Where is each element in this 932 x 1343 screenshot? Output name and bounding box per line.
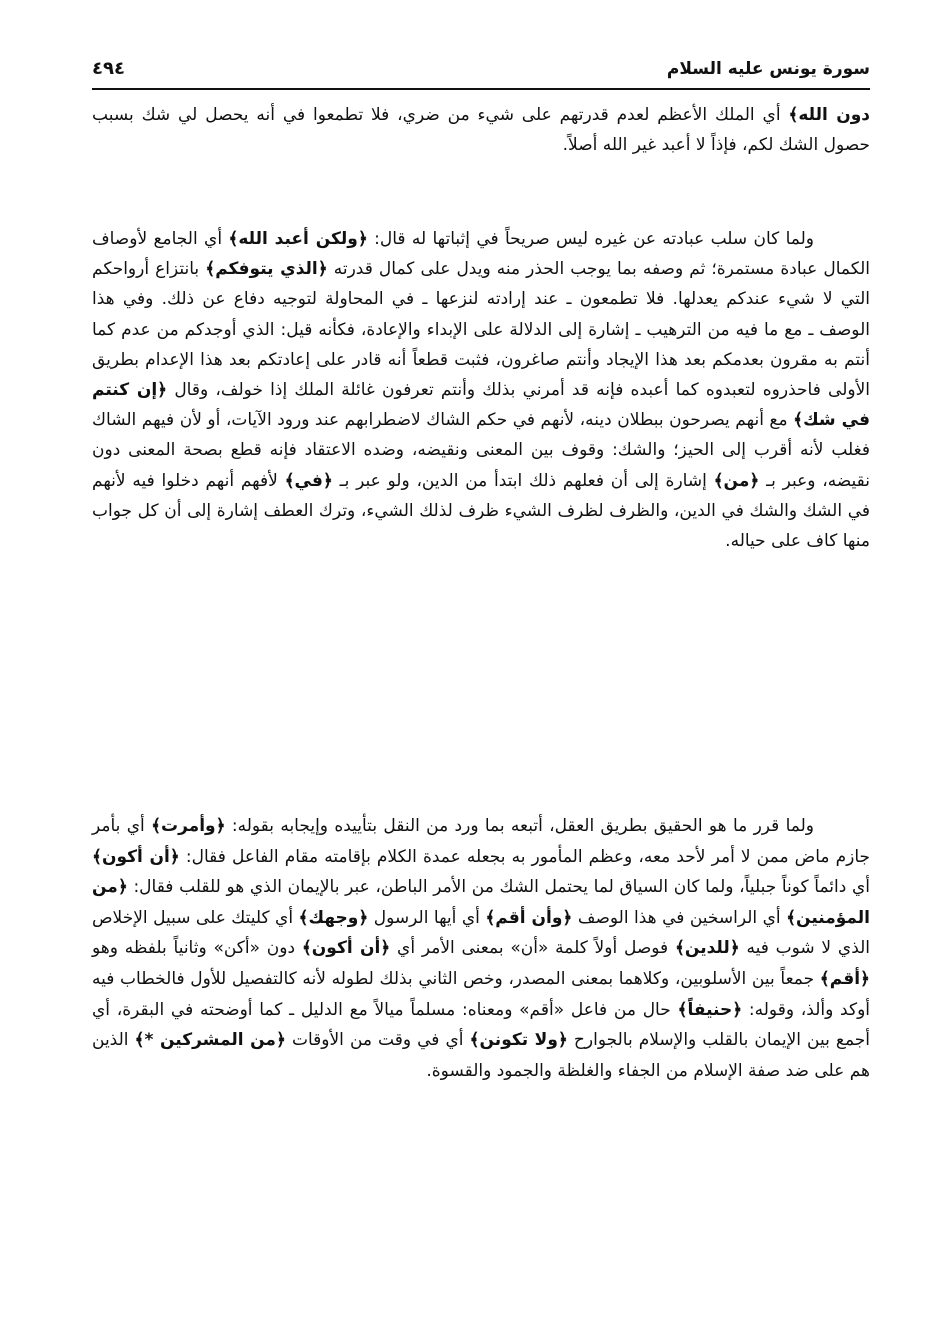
page-number: ٤٩٤ <box>92 58 125 79</box>
quran-quote: ﴿أن أكون﴾ <box>92 846 180 867</box>
quran-quote: ﴿أقم﴾ <box>819 968 870 989</box>
commentary-text: بانتزاع أرواحكم التي لا شيء عندكم يعدلها. فلا تطمعون ـ عند إرادته لنزعها ـ في المحاولة لتوجيه دفاع عن ذلك. وفي هذا الوصف ـ مع ما فيه من الترهيب ـ إشارة إلى الدلالة على الإبداء والإعادة، فكأنه قيل: الذي أوجدكم من عدم كما أنتم به مقرون بعدمكم بعد هذا الإيجاد وأنتم صاغرون، فثبت قطعاً أنه قادر على إعادتكم بعد هذا الإعدام بطريق الأولى فاحذروه لتعبدوه كما أعبده فإنه قد أمرني بذلك وأنتم تعرفون غائلة الملك إذا خولف، وقال <box>92 259 870 401</box>
commentary-text: أي أيها الرسول <box>368 907 486 928</box>
quran-quote: ﴿وجهك﴾ <box>298 907 369 928</box>
paragraph-2 <box>92 224 870 556</box>
commentary-text: ولما قرر ما هو الحقيق بطريق العقل، أتبعه بما ورد من النقل بتأييده وإيجابه بقوله: <box>225 816 814 836</box>
surah-title: سورة يونس عليه السلام <box>666 59 870 79</box>
commentary-text: أي بأمر جازم ماض ممن لا أمر لأحد معه، وعظم المأمور به بجعله عمدة الكلام بإقامته مقام الفاعل فقال: <box>92 816 871 867</box>
commentary-text: جمعاً بين الأسلوبين، وكلاهما بمعنى المصدر، وخص الثاني بذلك لطوله لأنه كالتفصيل للأول فالخطاب فيه أوكد وألذ، وقوله: <box>92 968 870 1020</box>
quran-quote: ﴿من﴾ <box>713 470 760 491</box>
quran-quote: ﴿حنيفاً﴾ <box>677 999 743 1020</box>
commentary-text: الذين هم على ضد صفة الإسلام من الجفاء والغلظة والجمود والقسوة. <box>92 1030 870 1081</box>
quran-quote: ﴿من المشركين *﴾ <box>134 1030 286 1051</box>
commentary-text: فوصل أولاً كلمة «أن» بمعنى الأمر أي <box>390 938 675 959</box>
header-divider <box>92 88 870 90</box>
commentary-text: مع أنهم يصرحون ببطلان دينه، لأنهم في حكم الشاك لاضطرابهم عند ورود الآيات، أو لأن فيهم الشاك فغلب لأنه أقرب إلى الحيز؛ والشك: وقوف بين المعنى ونقيضه، وضده الاعتقاد فإنه قطع بصحة المعنى دون نقيضه، وعبر بـ <box>92 410 871 491</box>
quran-quote: ﴿وأمرت﴾ <box>151 816 226 836</box>
paragraph-1 <box>92 100 870 161</box>
commentary-text: حال من فاعل «أقم» ومعناه: مسلماً ميالاً مع الدليل ـ كما أوضحته في البقرة، أي أجمع بين الإيمان بالقلب والإسلام بالجوارح <box>92 999 871 1051</box>
running-header <box>92 54 870 88</box>
commentary-text: أي الجامع لأوصاف الكمال عبادة مستمرة؛ ثم وصفه بما يوجب الحذر منه ويدل على كمال قدرته <box>92 229 871 280</box>
commentary-text: أي في وقت من الأوقات <box>285 1030 470 1051</box>
commentary-text: ولما كان سلب عبادته عن غيره ليس صريحاً في إثباتها له قال: <box>367 229 814 249</box>
quran-quote: دون الله﴾ <box>788 105 870 125</box>
paragraph-3 <box>92 811 870 1086</box>
quran-quote: ﴿في﴾ <box>284 470 333 491</box>
quran-quote: ﴿الذي يتوفكم﴾ <box>205 259 328 280</box>
quran-quote: ﴿ولكن أعبد الله﴾ <box>228 229 368 249</box>
quran-quote: ﴿ولا تكونن﴾ <box>469 1030 568 1051</box>
commentary-text: أي الملك الأعظم لعدم قدرتهم على شيء من ضري، فلا تطمعوا في أنه يحصل لي شك بسبب حصول الشك لكم، فإذاً لا أعبد غير الله أصلاً. <box>92 105 870 156</box>
commentary-text: إشارة إلى أن فعلهم ذلك ابتدأ من الدين، ولو عبر بـ <box>332 470 714 491</box>
quran-quote: ﴿وأن أقم﴾ <box>485 907 573 928</box>
commentary-text: أي كليتك على سبيل الإخلاص الذي لا شوب فيه <box>92 907 871 959</box>
commentary-text: دون «أكن» وثانياً بلفظه وهو <box>92 938 302 959</box>
commentary-text: لأفهم أنهم دخلوا فيه لأنهم في الشك والشك في الدين، والظرف لظرف الشيء ظرف لذلك الشيء، وترك العطف إشارة إلى أن كل جواب منها كاف على حياله. <box>92 470 870 552</box>
commentary-text: أي الراسخين في هذا الوصف <box>572 907 787 928</box>
quran-quote: ﴿أن أكون﴾ <box>301 938 391 959</box>
quran-quote: ﴿إن كنتم في شك﴾ <box>92 380 870 431</box>
quran-quote: ﴿من المؤمنين﴾ <box>92 877 870 928</box>
quran-quote: ﴿للدين﴾ <box>674 938 740 959</box>
commentary-text: أي دائماً كوناً جبلياً، ولما كان السياق لما يحتمل الشك من الأمر الباطن، عبر بالإيمان الذي هو للقلب فقال: <box>127 877 870 898</box>
